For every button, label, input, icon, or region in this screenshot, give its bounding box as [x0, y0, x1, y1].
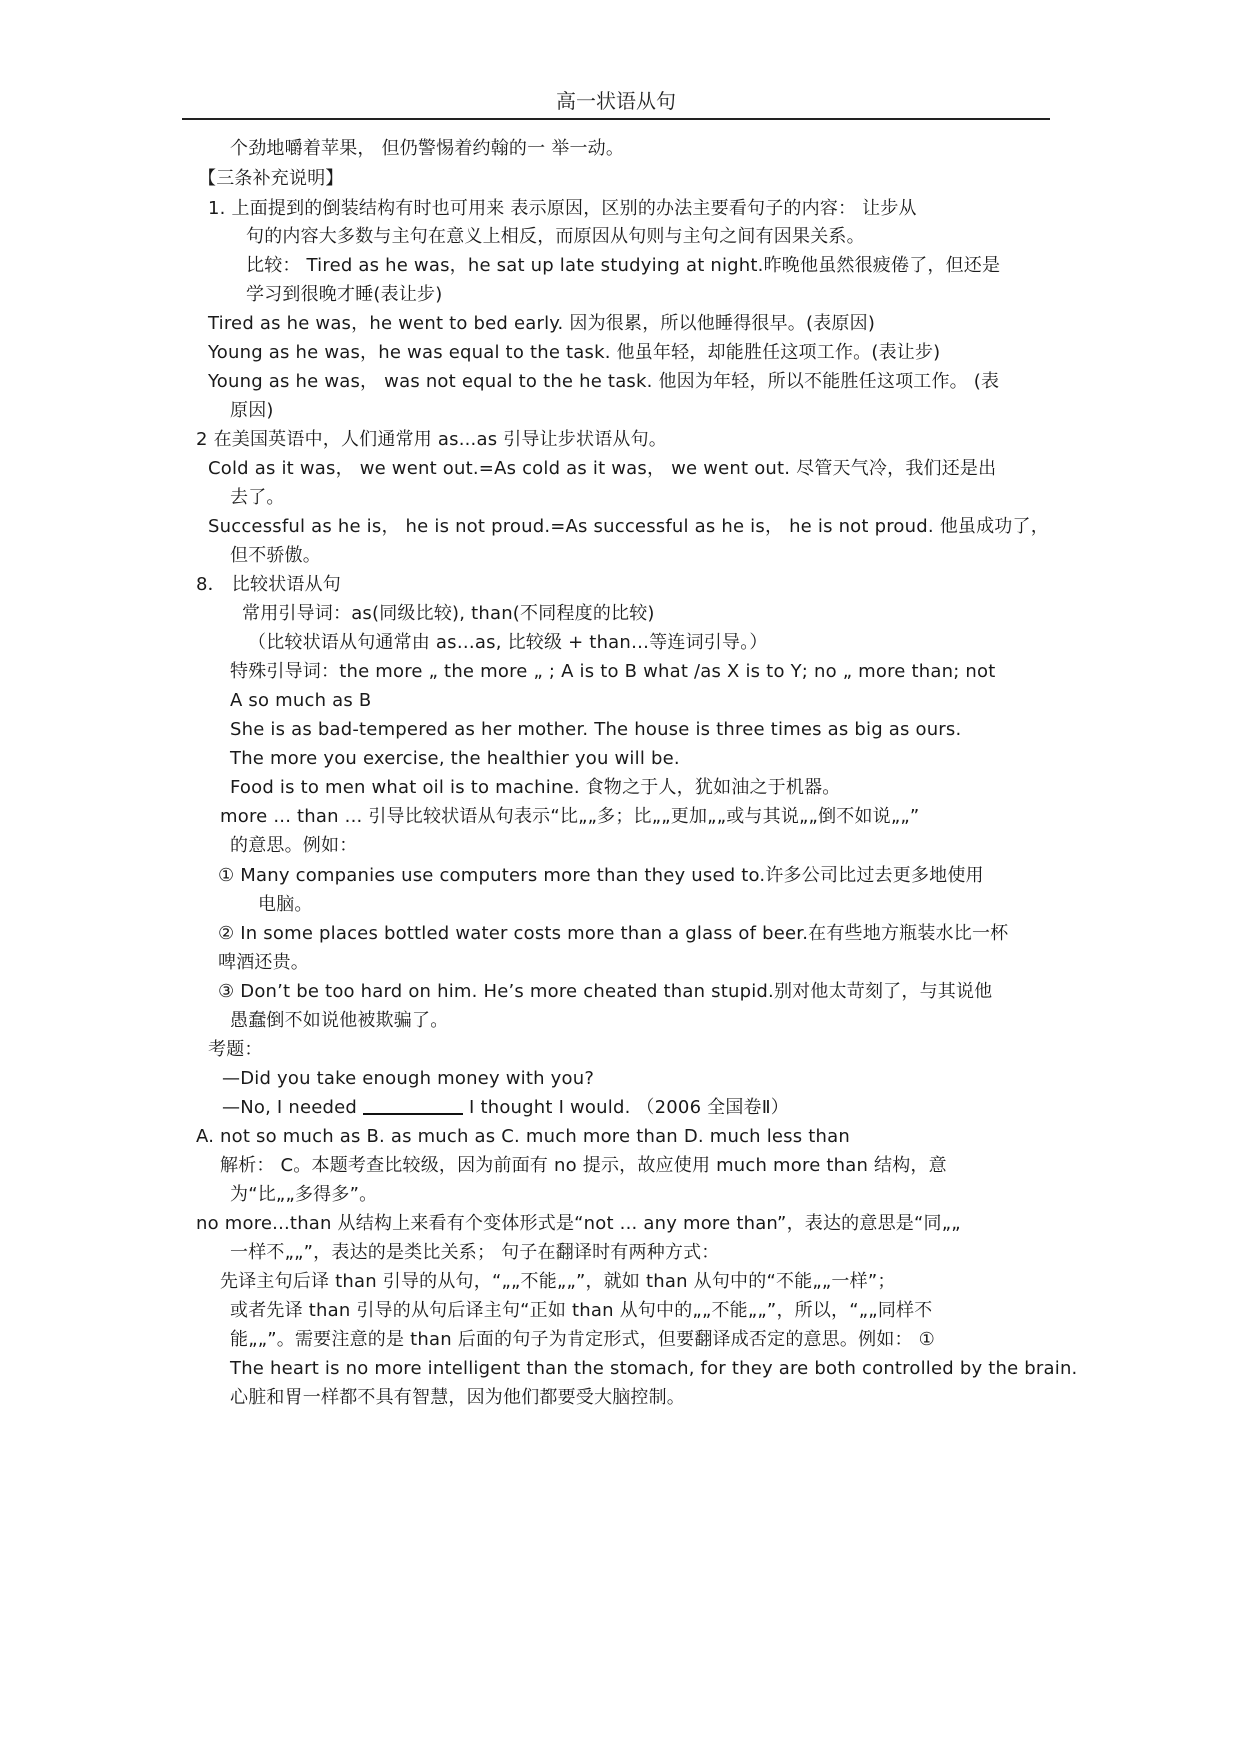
text-line: Food is to men what oil is to machine. 食物之于人，犹如油之于机器。 [230, 777, 841, 798]
text-line: A so much as B [230, 690, 372, 711]
text-line: She is as bad-tempered as her mother. The house is three times as big as ours. [230, 719, 962, 740]
quiz-options: A. not so much as B. as much as C. much more than D. much less than [196, 1126, 850, 1147]
text-line: 啤酒还贵。 [218, 952, 309, 973]
text-line: 特殊引导词：the more „ the more „ ; A is to B what /as X is to Y; no „ more than; not [230, 661, 996, 682]
text-line: 去了。 [230, 487, 285, 508]
text-line: 能„„”。需要注意的是 than 后面的句子为肯定形式，但要翻译成否定的意思。例如： ① [230, 1329, 935, 1350]
text-line: 原因) [230, 400, 274, 421]
example-item: ② In some places bottled water costs more than a glass of beer.在有些地方瓶装水比一杯 [218, 923, 1009, 944]
text-line: 心脏和胃一样都不具有智慧，因为他们都要受大脑控制。 [230, 1387, 685, 1408]
text-line: The more you exercise, the healthier you will be. [230, 748, 680, 769]
page-header-title: 高一状语从句 [556, 89, 676, 113]
text-line: Successful as he is， he is not proud.=As successful as he is， he is not proud. 他虽成功了， [208, 516, 1049, 537]
text-line: 的意思。例如： [230, 835, 358, 856]
text-line: 2 在美国英语中，人们通常用 as...as 引导让步状语从句。 [196, 429, 667, 450]
quiz-answer-start: —No, I needed [222, 1097, 358, 1118]
text-line: Tired as he was，he went to bed early. 因为很累，所以他睡得很早。(表原因) [208, 313, 876, 334]
text-line: 愚蠢倒不如说他被欺骗了。 [230, 1010, 449, 1031]
text-line: 解析： C。本题考查比较级，因为前面有 no 提示，故应使用 much more than 结构，意 [220, 1155, 947, 1176]
text-line: 一样不„„”，表达的是类比关系； 句子在翻译时有两种方式： [230, 1242, 720, 1263]
header-divider [182, 118, 1050, 120]
text-line: 比较： Tired as he was，he sat up late studying at night.昨晚他虽然很疲倦了，但还是 [246, 255, 1001, 276]
text-line: 先译主句后译 than 引导的从句，“„„不能„„”，就如 than 从句中的“不能„„一样”； [220, 1271, 896, 1292]
text-line: more ... than ... 引导比较状语从句表示“比„„多；比„„更加„„或与其说„„倒不如说„„” [220, 806, 920, 827]
text-line: 句的内容大多数与主句在意义上相反，而原因从句则与主句之间有因果关系。 [246, 226, 865, 247]
text-line: 电脑。 [258, 894, 313, 915]
text-line: 但不骄傲。 [230, 545, 321, 566]
example-item: ① Many companies use computers more than they used to.许多公司比过去更多地使用 [218, 865, 984, 886]
text-line: 为“比„„多得多”。 [230, 1184, 378, 1205]
section-heading: 考题： [208, 1039, 263, 1060]
quiz-answer-end: I thought I would. （2006 全国卷Ⅱ） [469, 1097, 790, 1118]
text-line: 学习到很晚才睡(表让步) [246, 284, 443, 305]
text-line: no more...than 从结构上来看有个变体形式是“not ... any more than”，表达的意思是“同„„ [196, 1213, 961, 1234]
example-item: ③ Don’t be too hard on him. He’s more cheated than stupid.别对他太苛刻了，与其说他 [218, 981, 993, 1002]
text-line: The heart is no more intelligent than the stomach, for they are both controlled by the brain. [230, 1358, 1078, 1379]
text-line: 个劲地嚼着苹果， 但仍警惕着约翰的一 举一动。 [230, 138, 625, 159]
text-line: Young as he was，he was equal to the task. 他虽年轻，却能胜任这项工作。(表让步) [208, 342, 941, 363]
text-line: Cold as it was， we went out.=As cold as it was， we went out. 尽管天气冷，我们还是出 [208, 458, 997, 479]
text-line: 1. 上面提到的倒装结构有时也可用来 表示原因，区别的办法主要看句子的内容： 让步从 [208, 198, 917, 219]
fill-in-blank [363, 1095, 463, 1115]
text-line: （比较状语从句通常由 as…as, 比较级 + than…等连词引导。） [248, 632, 768, 653]
text-line: Young as he was， was not equal to the he task. 他因为年轻，所以不能胜任这项工作。 (表 [208, 371, 1000, 392]
text-line: 或者先译 than 引导的从句后译主句“正如 than 从句中的„„不能„„”，所以，“„„同样不 [230, 1300, 933, 1321]
text-line: 常用引导词：as(同级比较), than(不同程度的比较) [242, 603, 655, 624]
section-heading: 8． 比较状语从句 [196, 574, 341, 595]
quiz-answer-line [222, 1093, 789, 1123]
quiz-question: —Did you take enough money with you? [222, 1068, 595, 1089]
section-heading: 【三条补充说明】 [198, 168, 344, 189]
